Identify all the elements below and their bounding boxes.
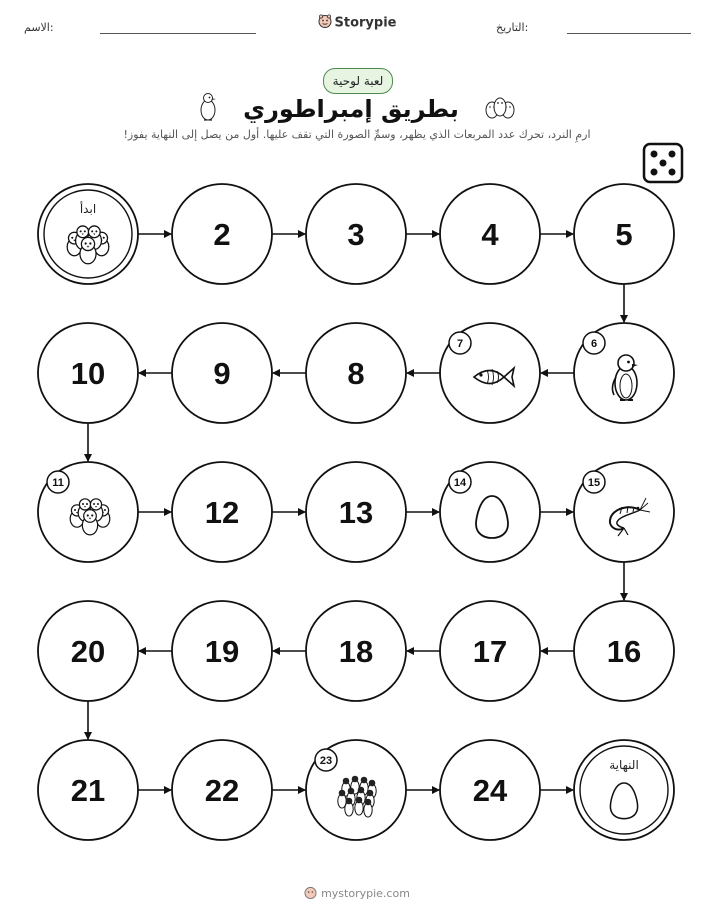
board-cell-24[interactable] — [440, 740, 540, 840]
footer-url: mystorypie.com — [321, 887, 410, 900]
board-cell-16[interactable] — [574, 601, 674, 701]
cell-20-number: 20 — [70, 634, 106, 669]
board-cell-25[interactable] — [574, 740, 674, 840]
board-cell-12[interactable] — [172, 462, 272, 562]
instructions: ارمِ النرد، تحرك عدد المربعات الذي يظهر، وسمِّ الصورة التي تقف عليها. أول من يصل إلى النهاية يفوز! — [123, 128, 591, 141]
board-cell-9[interactable] — [172, 323, 272, 423]
cell-18-number: 18 — [338, 634, 374, 669]
board-cell-11[interactable] — [38, 462, 138, 562]
name-label: الاسم: — [24, 21, 54, 34]
cell-10-number: 10 — [70, 356, 106, 391]
board-cell-8[interactable] — [306, 323, 406, 423]
footer-logo-icon — [304, 886, 317, 902]
brand-name: Storypie — [334, 15, 397, 31]
category-badge: لعبة لوحية — [323, 68, 393, 94]
cell-17-number: 17 — [472, 634, 508, 669]
cell-16-number: 16 — [606, 634, 642, 669]
svg-text:15: 15 — [587, 477, 601, 489]
board-cell-13[interactable] — [306, 462, 406, 562]
cell-14-badge — [449, 471, 471, 493]
cell-9-number: 9 — [213, 356, 231, 391]
cell-3-number: 3 — [347, 217, 365, 252]
cell-23-badge — [315, 749, 337, 771]
cell-24-number: 24 — [472, 773, 508, 808]
cell-13-number: 13 — [338, 495, 374, 530]
board-cell-4[interactable] — [440, 184, 540, 284]
cell-19-number: 19 — [204, 634, 240, 669]
board-cell-19[interactable] — [172, 601, 272, 701]
board-cell-21[interactable] — [38, 740, 138, 840]
svg-text:23: 23 — [319, 755, 333, 767]
board-cell-5[interactable] — [574, 184, 674, 284]
finish-label: النهاية — [609, 758, 639, 772]
cell-6-badge — [583, 332, 605, 354]
cell-15-badge — [583, 471, 605, 493]
board-cell-20[interactable] — [38, 601, 138, 701]
footer — [0, 886, 714, 902]
cell-21-number: 21 — [70, 773, 106, 808]
board-cell-23[interactable] — [306, 740, 406, 840]
svg-text:14: 14 — [453, 477, 467, 489]
svg-text:6: 6 — [590, 338, 598, 350]
board-cell-6[interactable] — [574, 323, 674, 423]
board-cell-22[interactable] — [172, 740, 272, 840]
board-cell-2[interactable] — [172, 184, 272, 284]
board-cell-1[interactable] — [38, 184, 138, 284]
board-cell-7[interactable] — [440, 323, 540, 423]
start-label: ابدأ — [79, 202, 97, 216]
board-cell-14[interactable] — [440, 462, 540, 562]
cell-5-number: 5 — [615, 217, 633, 252]
board-cell-17[interactable] — [440, 601, 540, 701]
svg-text:11: 11 — [52, 477, 64, 489]
cell-2-number: 2 — [213, 217, 231, 252]
cell-4-number: 4 — [481, 217, 499, 252]
cell-7-badge — [449, 332, 471, 354]
cell-8-number: 8 — [347, 356, 365, 391]
cell-12-number: 12 — [204, 495, 240, 530]
board-cell-3[interactable] — [306, 184, 406, 284]
svg-text:7: 7 — [456, 338, 464, 350]
title-text: بطريق إمبراطوري — [243, 95, 459, 123]
board-cell-18[interactable] — [306, 601, 406, 701]
board-cell-15[interactable] — [574, 462, 674, 562]
cell-11-badge — [47, 471, 69, 493]
cell-22-number: 22 — [204, 773, 240, 808]
board-cell-10[interactable] — [38, 323, 138, 423]
date-label: التاريخ: — [496, 21, 529, 34]
